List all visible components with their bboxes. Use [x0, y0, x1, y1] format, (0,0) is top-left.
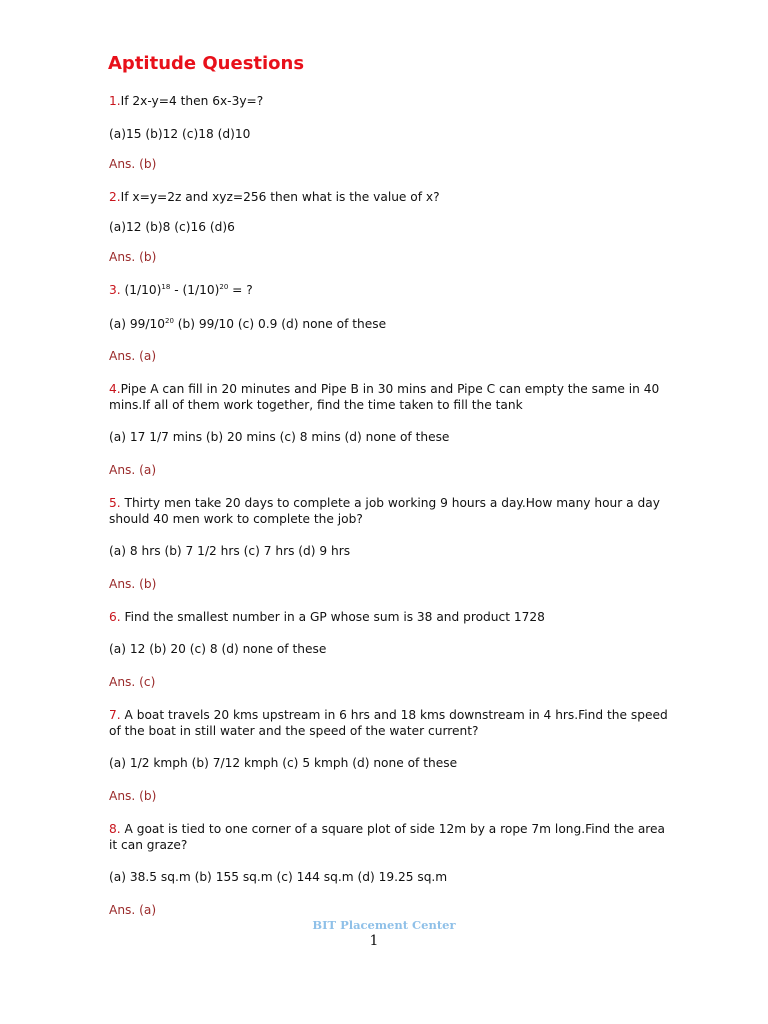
question-5-options: (a) 8 hrs (b) 7 1/2 hrs (c) 7 hrs (d) 9 hrs	[109, 544, 351, 558]
exponent: 20	[219, 283, 229, 291]
question-text: If x=y=2z and xyz=256 then what is the value of x?	[120, 190, 440, 204]
question-text: Find the smallest number in a GP whose sum is 38 and product 1728	[120, 610, 545, 624]
question-4-options: (a) 17 1/7 mins (b) 20 mins (c) 8 mins (d) none of these	[109, 430, 450, 444]
question-number: 7.	[109, 708, 121, 722]
question-8	[109, 821, 669, 853]
question-text: Thirty men take 20 days to complete a job working 9 hours a day.How many hour a day should 40 men work to complete the job?	[109, 496, 660, 526]
question-7-answer: Ans. (b)	[109, 789, 157, 803]
question-4-answer: Ans. (a)	[109, 463, 157, 477]
question-text: (1/10)	[120, 283, 162, 297]
question-7	[109, 707, 669, 739]
question-number: 2.	[109, 190, 121, 204]
question-2	[109, 189, 440, 205]
question-2-options: (a)12 (b)8 (c)16 (d)6	[109, 220, 235, 234]
page-footer: BIT Placement Center	[312, 918, 456, 932]
question-text: If 2x-y=4 then 6x-3y=?	[120, 94, 264, 108]
question-6	[109, 609, 545, 625]
question-4	[109, 381, 669, 413]
question-number: 8.	[109, 822, 121, 836]
question-1	[109, 93, 263, 109]
question-8-options: (a) 38.5 sq.m (b) 155 sq.m (c) 144 sq.m (d) 19.25 sq.m	[109, 870, 448, 884]
exponent: 18	[161, 283, 171, 291]
page-title: Aptitude Questions	[108, 53, 305, 74]
question-number: 1.	[109, 94, 121, 108]
option-text: (a) 99/10	[109, 317, 165, 331]
question-7-options: (a) 1/2 kmph (b) 7/12 kmph (c) 5 kmph (d) none of these	[109, 756, 458, 770]
question-2-answer: Ans. (b)	[109, 250, 157, 264]
question-text: - (1/10)	[170, 283, 220, 297]
option-text: (b) 99/10 (c) 0.9 (d) none of these	[173, 317, 387, 331]
question-3-answer: Ans. (a)	[109, 349, 157, 363]
page-number: 1	[369, 933, 379, 949]
question-5-answer: Ans. (b)	[109, 577, 157, 591]
question-6-answer: Ans. (c)	[109, 675, 156, 689]
question-text: Pipe A can fill in 20 minutes and Pipe B in 30 mins and Pipe C can empty the same in 40 mins.If all of them work together, find the time taken to fill the tank	[109, 382, 660, 412]
question-number: 4.	[109, 382, 121, 396]
exponent: 20	[164, 317, 174, 325]
question-number: 6.	[109, 610, 121, 624]
question-text: = ?	[228, 283, 253, 297]
question-number: 3.	[109, 283, 121, 297]
question-text: A goat is tied to one corner of a square plot of side 12m by a rope 7m long.Find the area it can graze?	[109, 822, 665, 852]
question-number: 5.	[109, 496, 121, 510]
question-6-options: (a) 12 (b) 20 (c) 8 (d) none of these	[109, 642, 327, 656]
question-1-options: (a)15 (b)12 (c)18 (d)10	[109, 127, 251, 141]
question-3-options	[109, 316, 386, 332]
question-1-answer: Ans. (b)	[109, 157, 157, 171]
question-text: A boat travels 20 kms upstream in 6 hrs and 18 kms downstream in 4 hrs.Find the speed of the boat in still water and the speed of the water current?	[109, 708, 668, 738]
question-8-answer: Ans. (a)	[109, 903, 157, 917]
question-5	[109, 495, 669, 527]
question-3	[109, 282, 253, 298]
